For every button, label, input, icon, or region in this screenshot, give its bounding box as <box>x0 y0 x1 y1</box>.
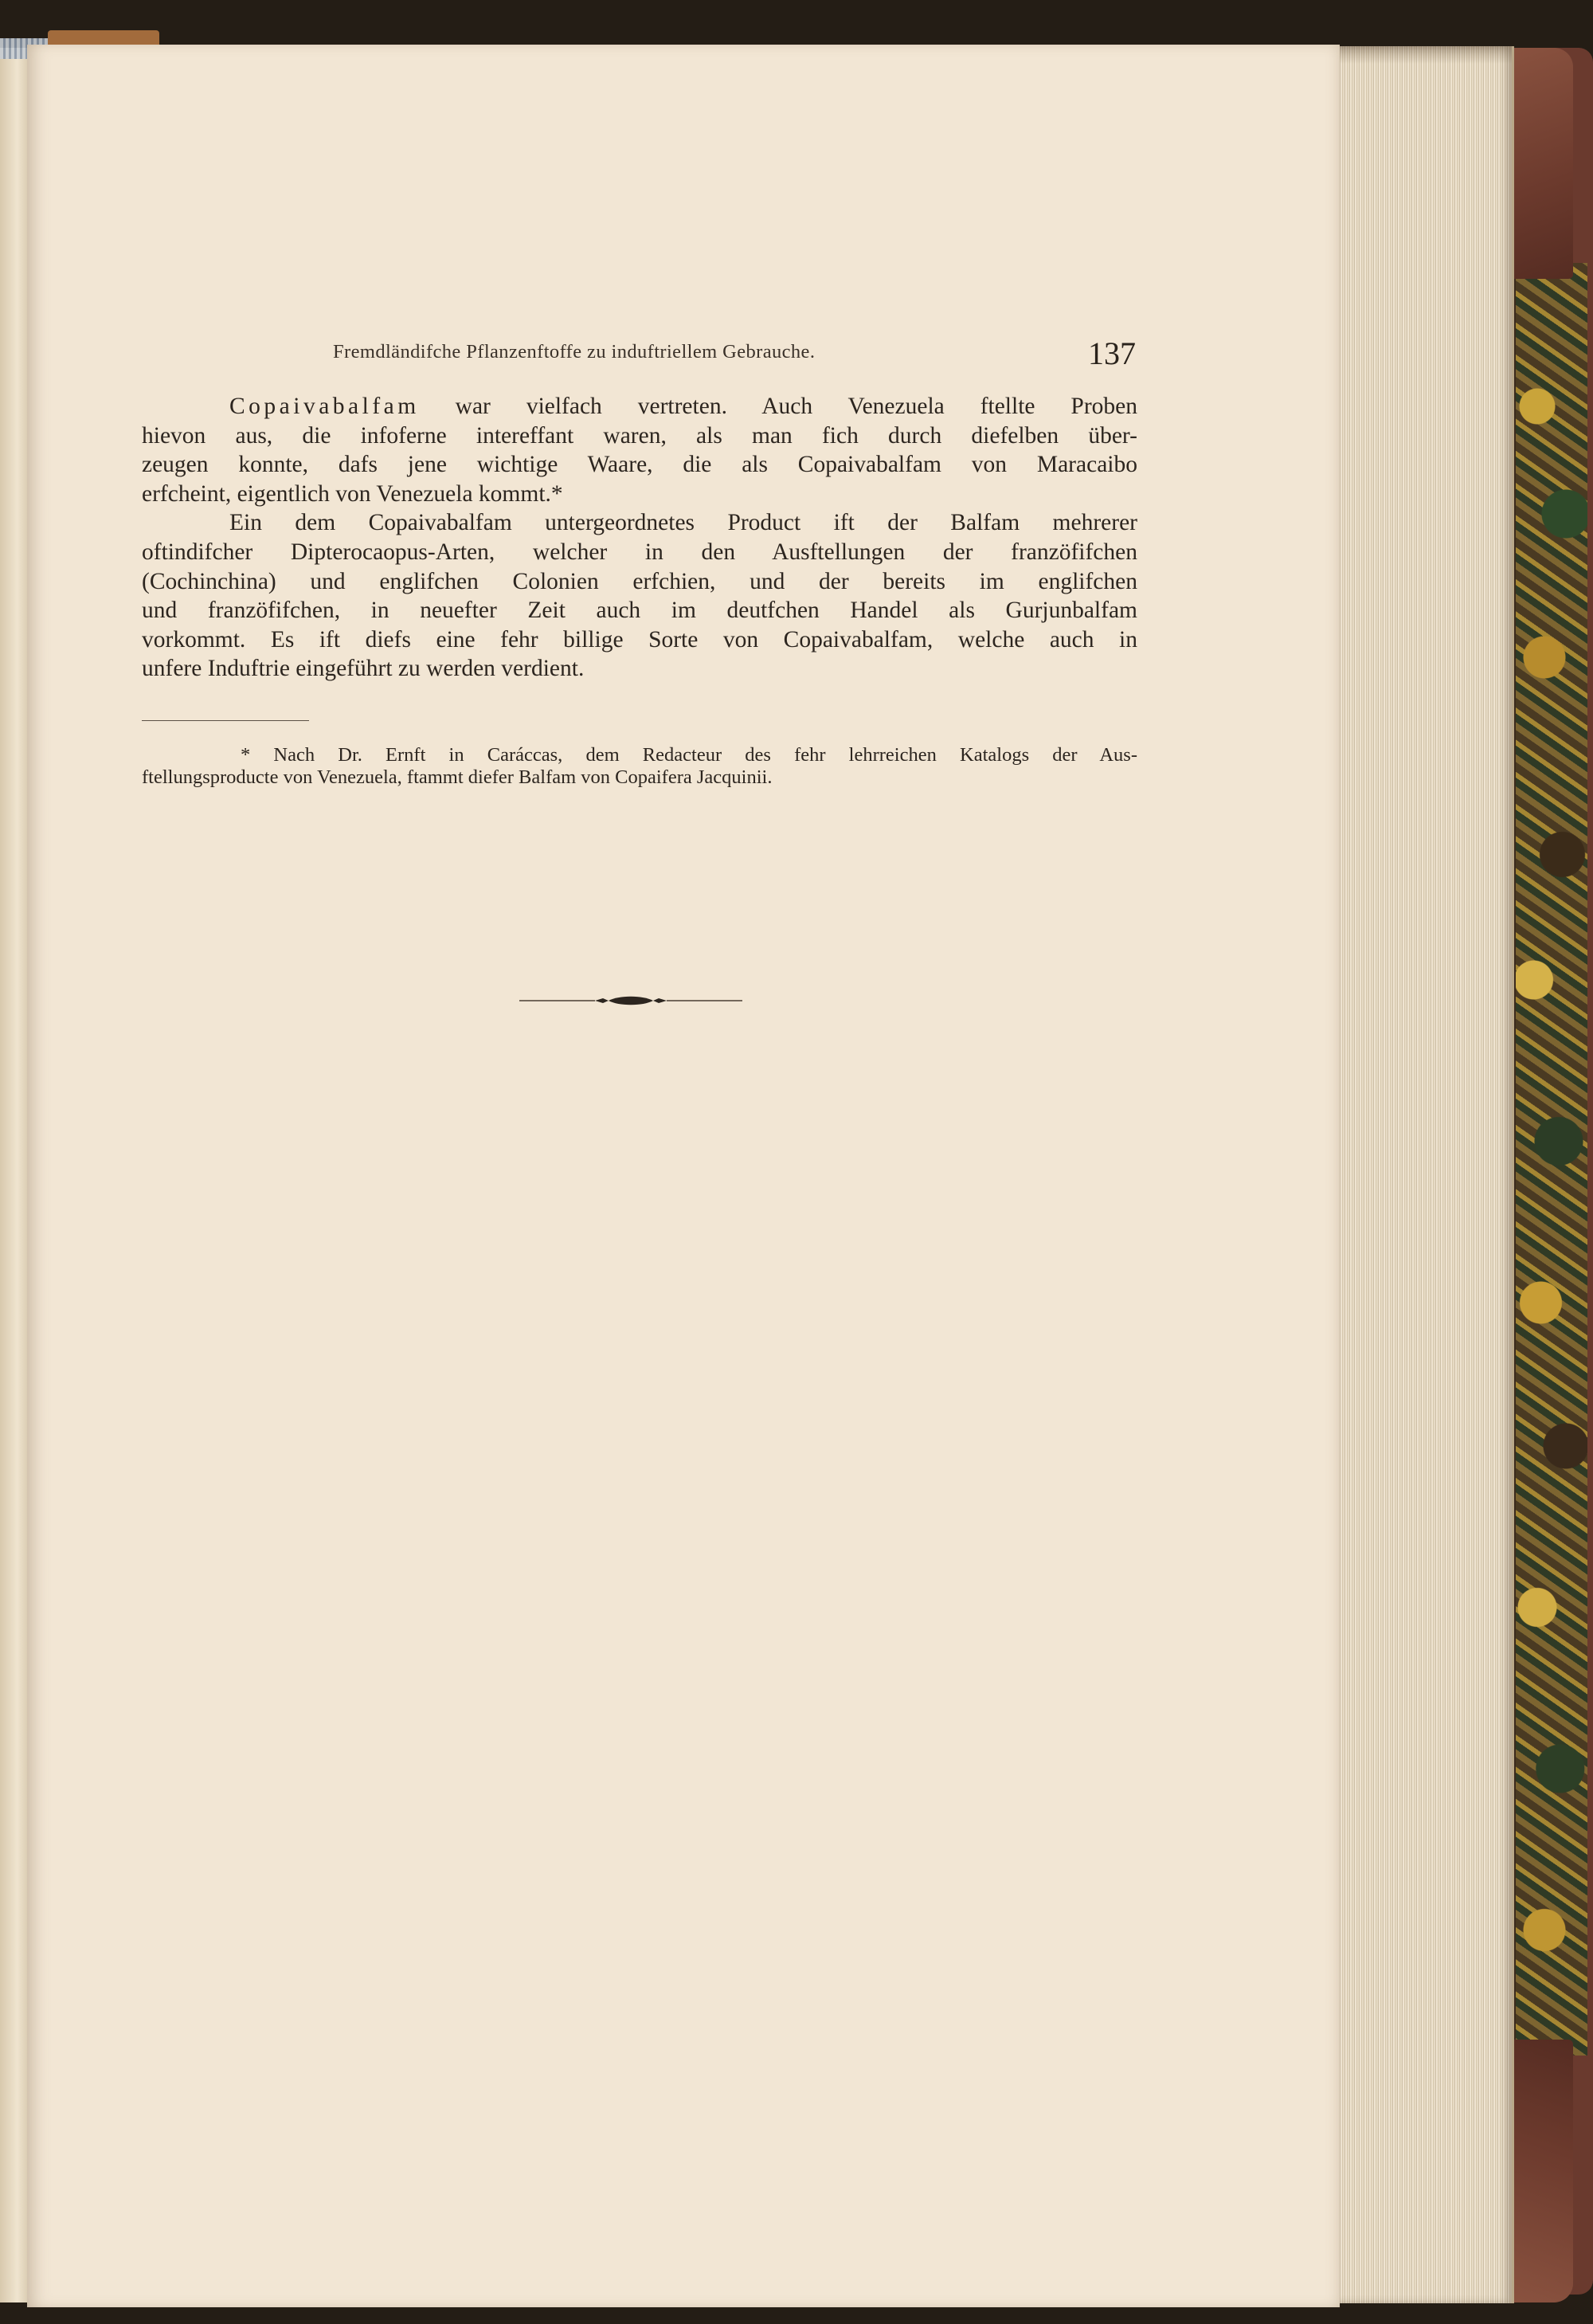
line-rest: war vielfach vertreten. Auch Venezuela ftellte Proben <box>455 394 1137 419</box>
fore-edge-page-stack <box>1338 46 1514 2303</box>
page-stack-shadow <box>1338 46 1512 64</box>
book-page <box>27 45 1340 2307</box>
footnote-line-2: ftellungsproducte von Venezuela, ftammt diefer Balfam von Copaifera Jacquinii. <box>142 766 773 788</box>
paragraph-2-line-2: oftindifcher Dipterocaopus-Arten, welcher in den Ausftellungen der franzöfifchen <box>142 539 1137 565</box>
paragraph-2-line-6: unfere Induftrie eingeführt zu werden verdient. <box>142 656 585 682</box>
previous-page-edge <box>0 48 29 2302</box>
paragraph-2-line-1: Ein dem Copaivabalfam untergeordnetes Product ift der Balfam mehrerer <box>229 510 1137 536</box>
paragraph-1-line-4: erfcheint, eigentlich von Venezuela kommt.* <box>142 480 563 507</box>
lead-term: Copaivabalfam <box>229 394 420 419</box>
page-number: 137 <box>1088 335 1136 371</box>
end-of-section-ornament-icon <box>519 991 742 1010</box>
footnote-line-1: * Nach Dr. Ernft in Caráccas, dem Redacteur des fehr lehrreichen Katalogs der Aus- <box>241 744 1137 766</box>
paragraph-2-line-3: (Cochinchina) und englifchen Colonien erfchien, und der bereits im englifchen <box>142 568 1137 594</box>
footnote <box>142 744 1137 789</box>
paragraph-2-line-4: und franzöfifchen, in neuefter Zeit auch im deutfchen Handel als Gurjunbalfam <box>142 598 1137 624</box>
paragraph-1-line-2: hievon aus, die infoferne intereffant waren, als man fich durch diefelben über- <box>142 422 1137 449</box>
marbled-paper-cover <box>1513 263 1587 2056</box>
paragraph-1-line-1 <box>142 392 1137 421</box>
running-head: Fremdländifche Pflanzenftoffe zu induftriellem Gebrauche. <box>333 341 816 363</box>
body-text <box>142 392 1137 684</box>
paragraph-1-line-3: zeugen konnte, dafs jene wichtige Waare, die als Copaivabalfam von Maracaibo <box>142 452 1137 478</box>
footnote-rule <box>142 720 309 721</box>
paragraph-2-line-5: vorkommt. Es ift diefs eine fehr billige Sorte von Copaivabalfam, welche auch in <box>142 626 1137 653</box>
